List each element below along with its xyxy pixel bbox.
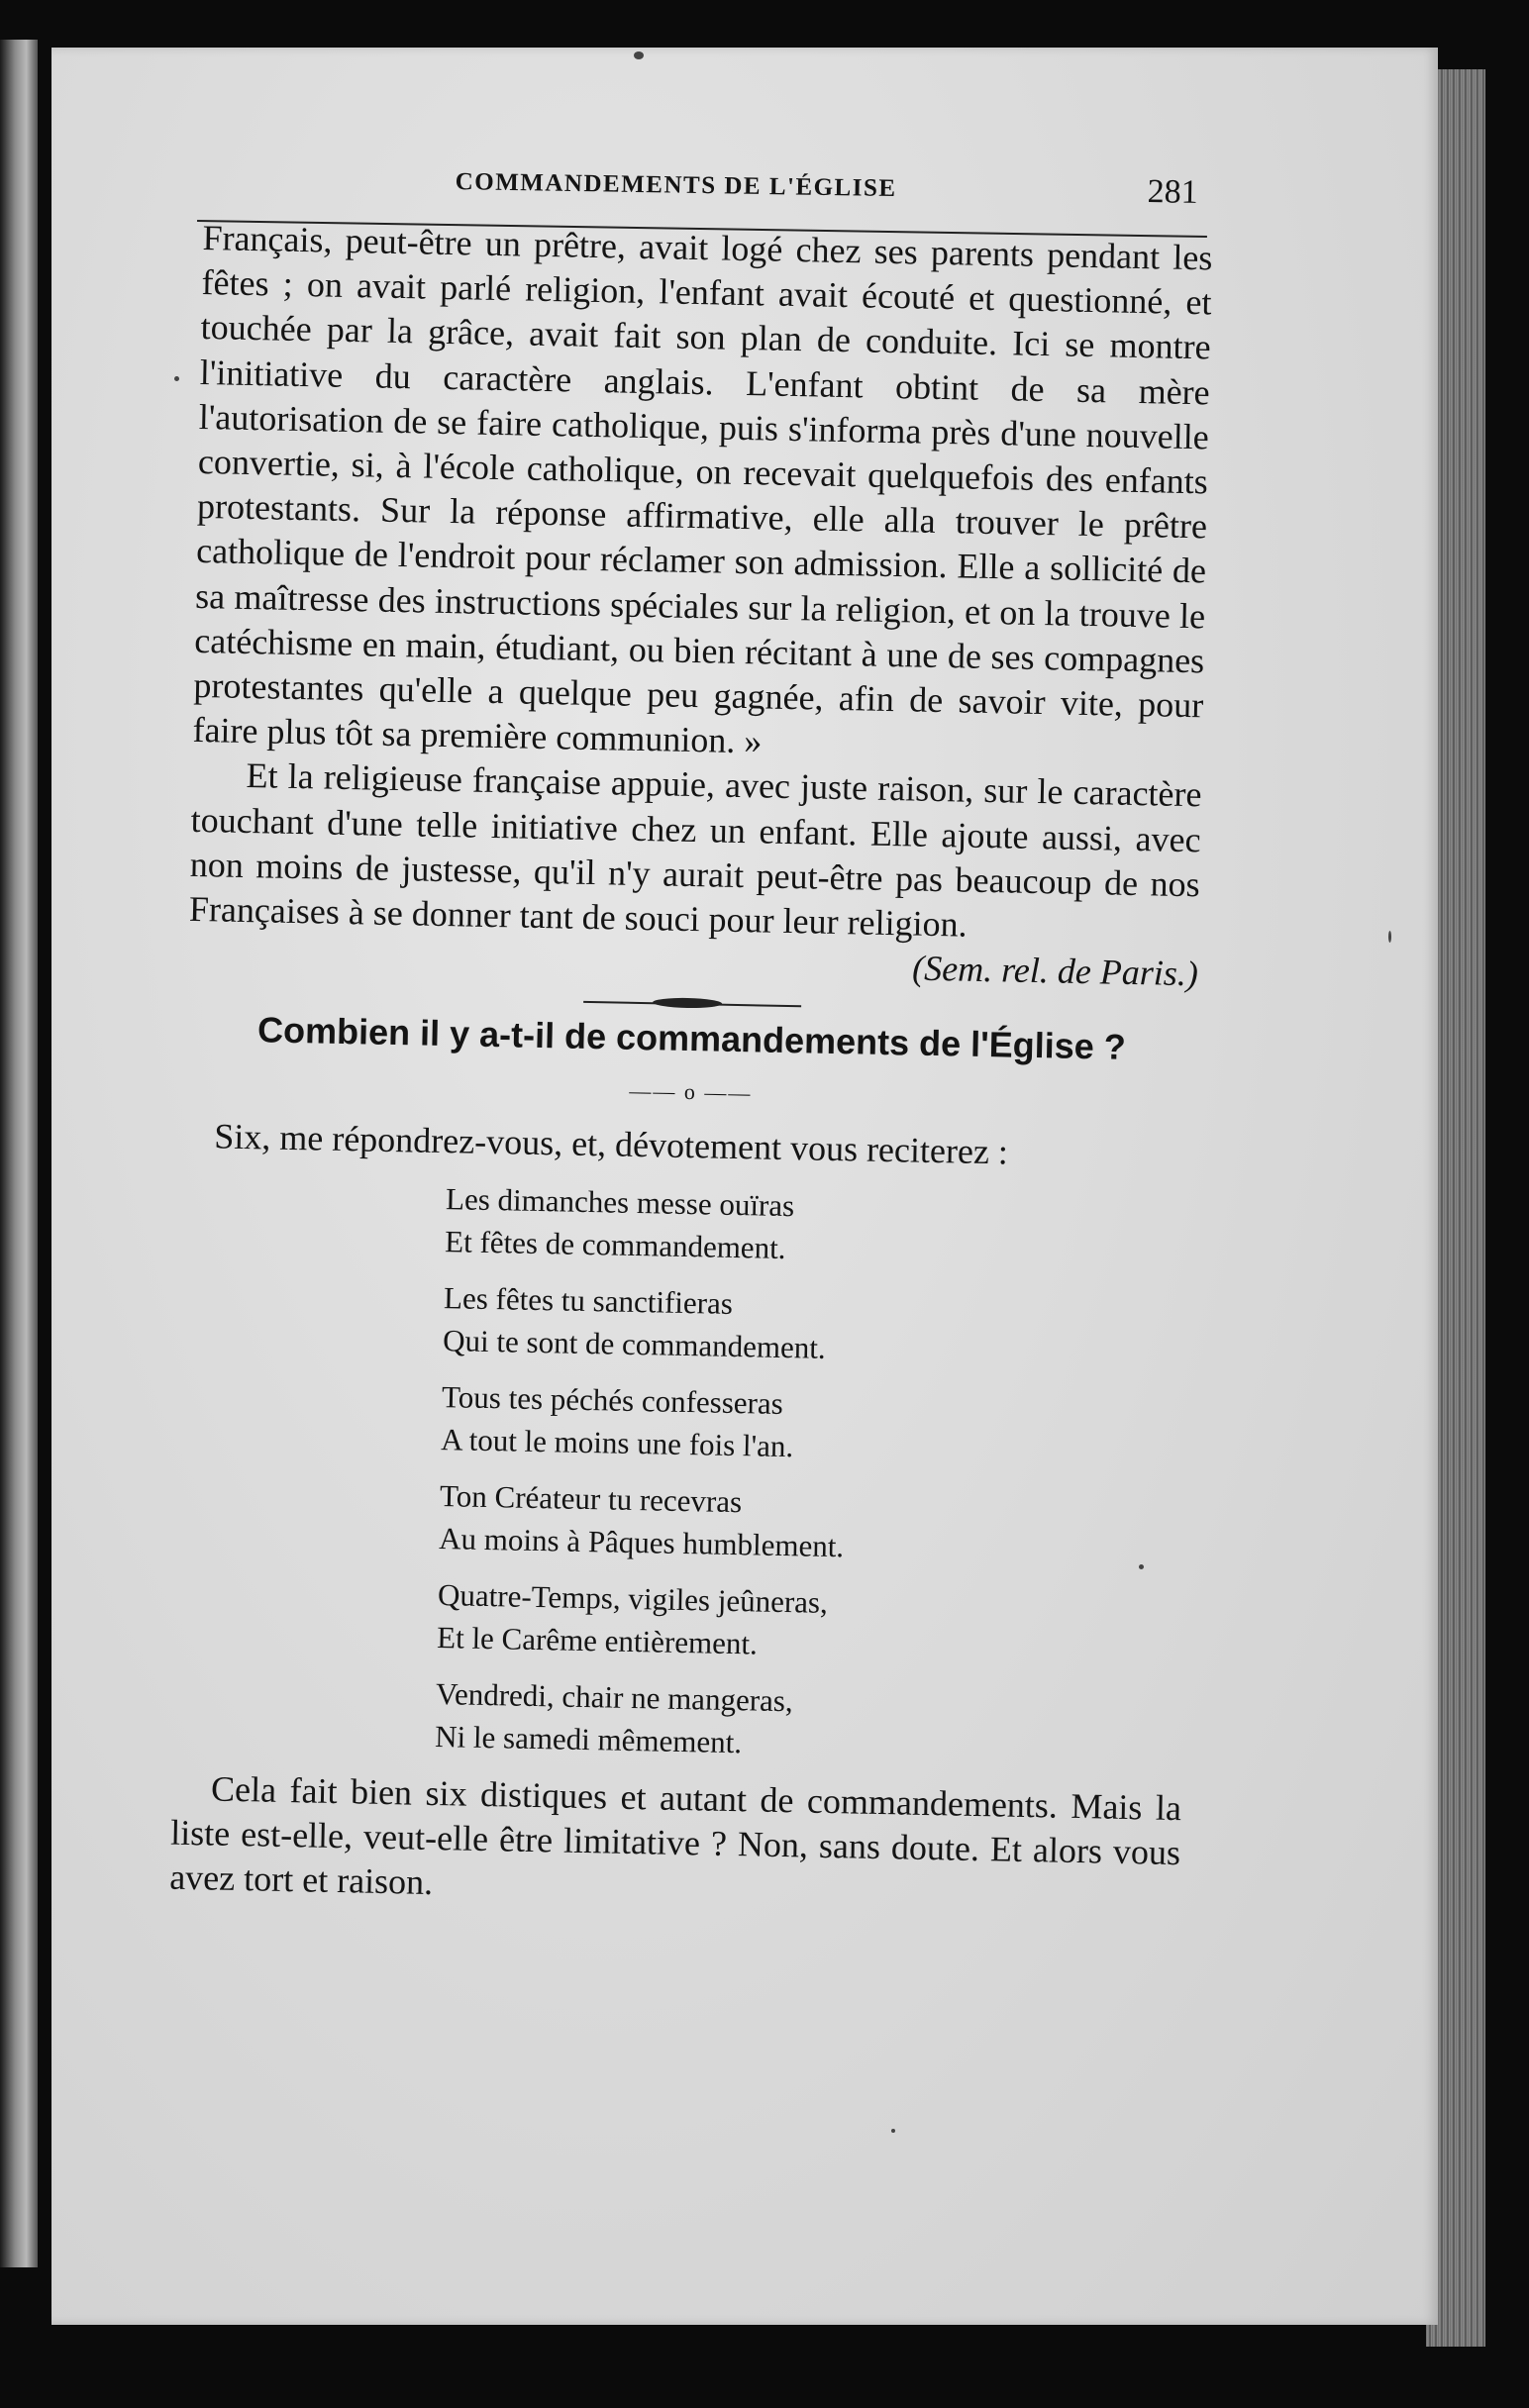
- closing-paragraph: Cela fait bien six distiques et autant de commandements. Mais la liste est-elle, veut-elle être limitative ? Non, sans doute. Et alors vous avez tort et raison.: [168, 1768, 1182, 1903]
- verse-line: Quatre-Temps, vigiles jeûneras,: [437, 1577, 829, 1621]
- section-intro: Six, me répondrez-vous, et, dévotement vous reciterez :: [213, 1116, 1009, 1172]
- verse-line: Et fêtes de commandement.: [444, 1224, 786, 1266]
- dust-speck: [1388, 931, 1391, 943]
- dust-speck: [634, 51, 644, 59]
- section-separator: —— o ——: [629, 1077, 753, 1105]
- section-heading: Combien il y a-t-il de commandements de l'Église ?: [256, 1009, 1127, 1068]
- verse-line: Ni le samedi mêmement.: [434, 1719, 743, 1760]
- verse-stanza: [445, 1177, 1194, 1277]
- verse-block: [435, 1177, 1194, 1772]
- verse-line: Au moins à Pâques humblement.: [438, 1521, 845, 1564]
- paragraph-block: [188, 752, 1202, 996]
- page-number: 281: [1147, 173, 1198, 211]
- running-title: COMMANDEMENTS DE L'ÉGLISE: [455, 168, 897, 203]
- verse-line: Ton Créateur tu recevras: [439, 1478, 743, 1520]
- ornamental-rule: [583, 994, 801, 1014]
- verse-stanza: [443, 1276, 1192, 1376]
- dust-speck: [174, 376, 179, 381]
- verse-stanza: [441, 1375, 1190, 1475]
- verse-stanza: [439, 1474, 1188, 1574]
- previous-page-edge: [0, 40, 38, 2267]
- verse-line: Les dimanches messe ouïras: [445, 1181, 795, 1224]
- verse-stanza: [437, 1573, 1186, 1673]
- verse-line: Qui te sont de commandement.: [442, 1323, 827, 1365]
- page-body: [169, 216, 1213, 1921]
- paragraph-religieuse: [188, 752, 1202, 994]
- paragraph-continued: Français, peut-être un prêtre, avait logé chez ses parents pendant les fêtes ; on avait parlé religion, l'enfant avait écouté et questionné, et touchée par la grâce, avait fait son plan de conduite. Ici se montre l'initiative du caractère anglais. L'enfant obtint de sa mère l'autorisation de se faire catholique, puis s'informa près d'une nouvelle convertie, si, à l'école catholique, on recevait quelquefois des enfants protestants. Sur la réponse affirmative, elle alla trouver le prêtre catholique de l'endroit pour réclamer son admission. Elle a sollicité de sa maîtresse des instructions spéciales sur la religion, et on la trouve le catéchisme en main, étudiant, ou bien récitant à une de ses compagnes protestantes qu'elle a quelque peu gagnée, afin de savoir vite, pour faire plus tôt sa première communion. »: [192, 217, 1213, 761]
- dust-speck: [1139, 1564, 1144, 1569]
- source-citation: (Sem. rel. de Paris.): [911, 948, 1199, 994]
- verse-line: Et le Carême entièrement.: [436, 1620, 759, 1661]
- verse-line: Les fêtes tu sanctifieras: [443, 1280, 734, 1322]
- verse-line: A tout le moins une fois l'an.: [440, 1422, 794, 1464]
- dust-speck: [891, 2129, 895, 2133]
- verse-line: Tous tes péchés confesseras: [441, 1379, 784, 1422]
- paragraph-text: Et la religieuse française appuie, avec juste raison, sur le caractère touchant d'une telle initiative chez un enfant. Elle ajoute aussi, avec non moins de justesse, qu'il n'y aurait peut-être pas beaucoup de nos Françaises à se donner tant de souci pour leur religion.: [188, 755, 1202, 945]
- verse-stanza: [435, 1672, 1184, 1772]
- verse-line: Vendredi, chair ne mangeras,: [435, 1676, 794, 1719]
- ornament-flourish: [653, 998, 722, 1009]
